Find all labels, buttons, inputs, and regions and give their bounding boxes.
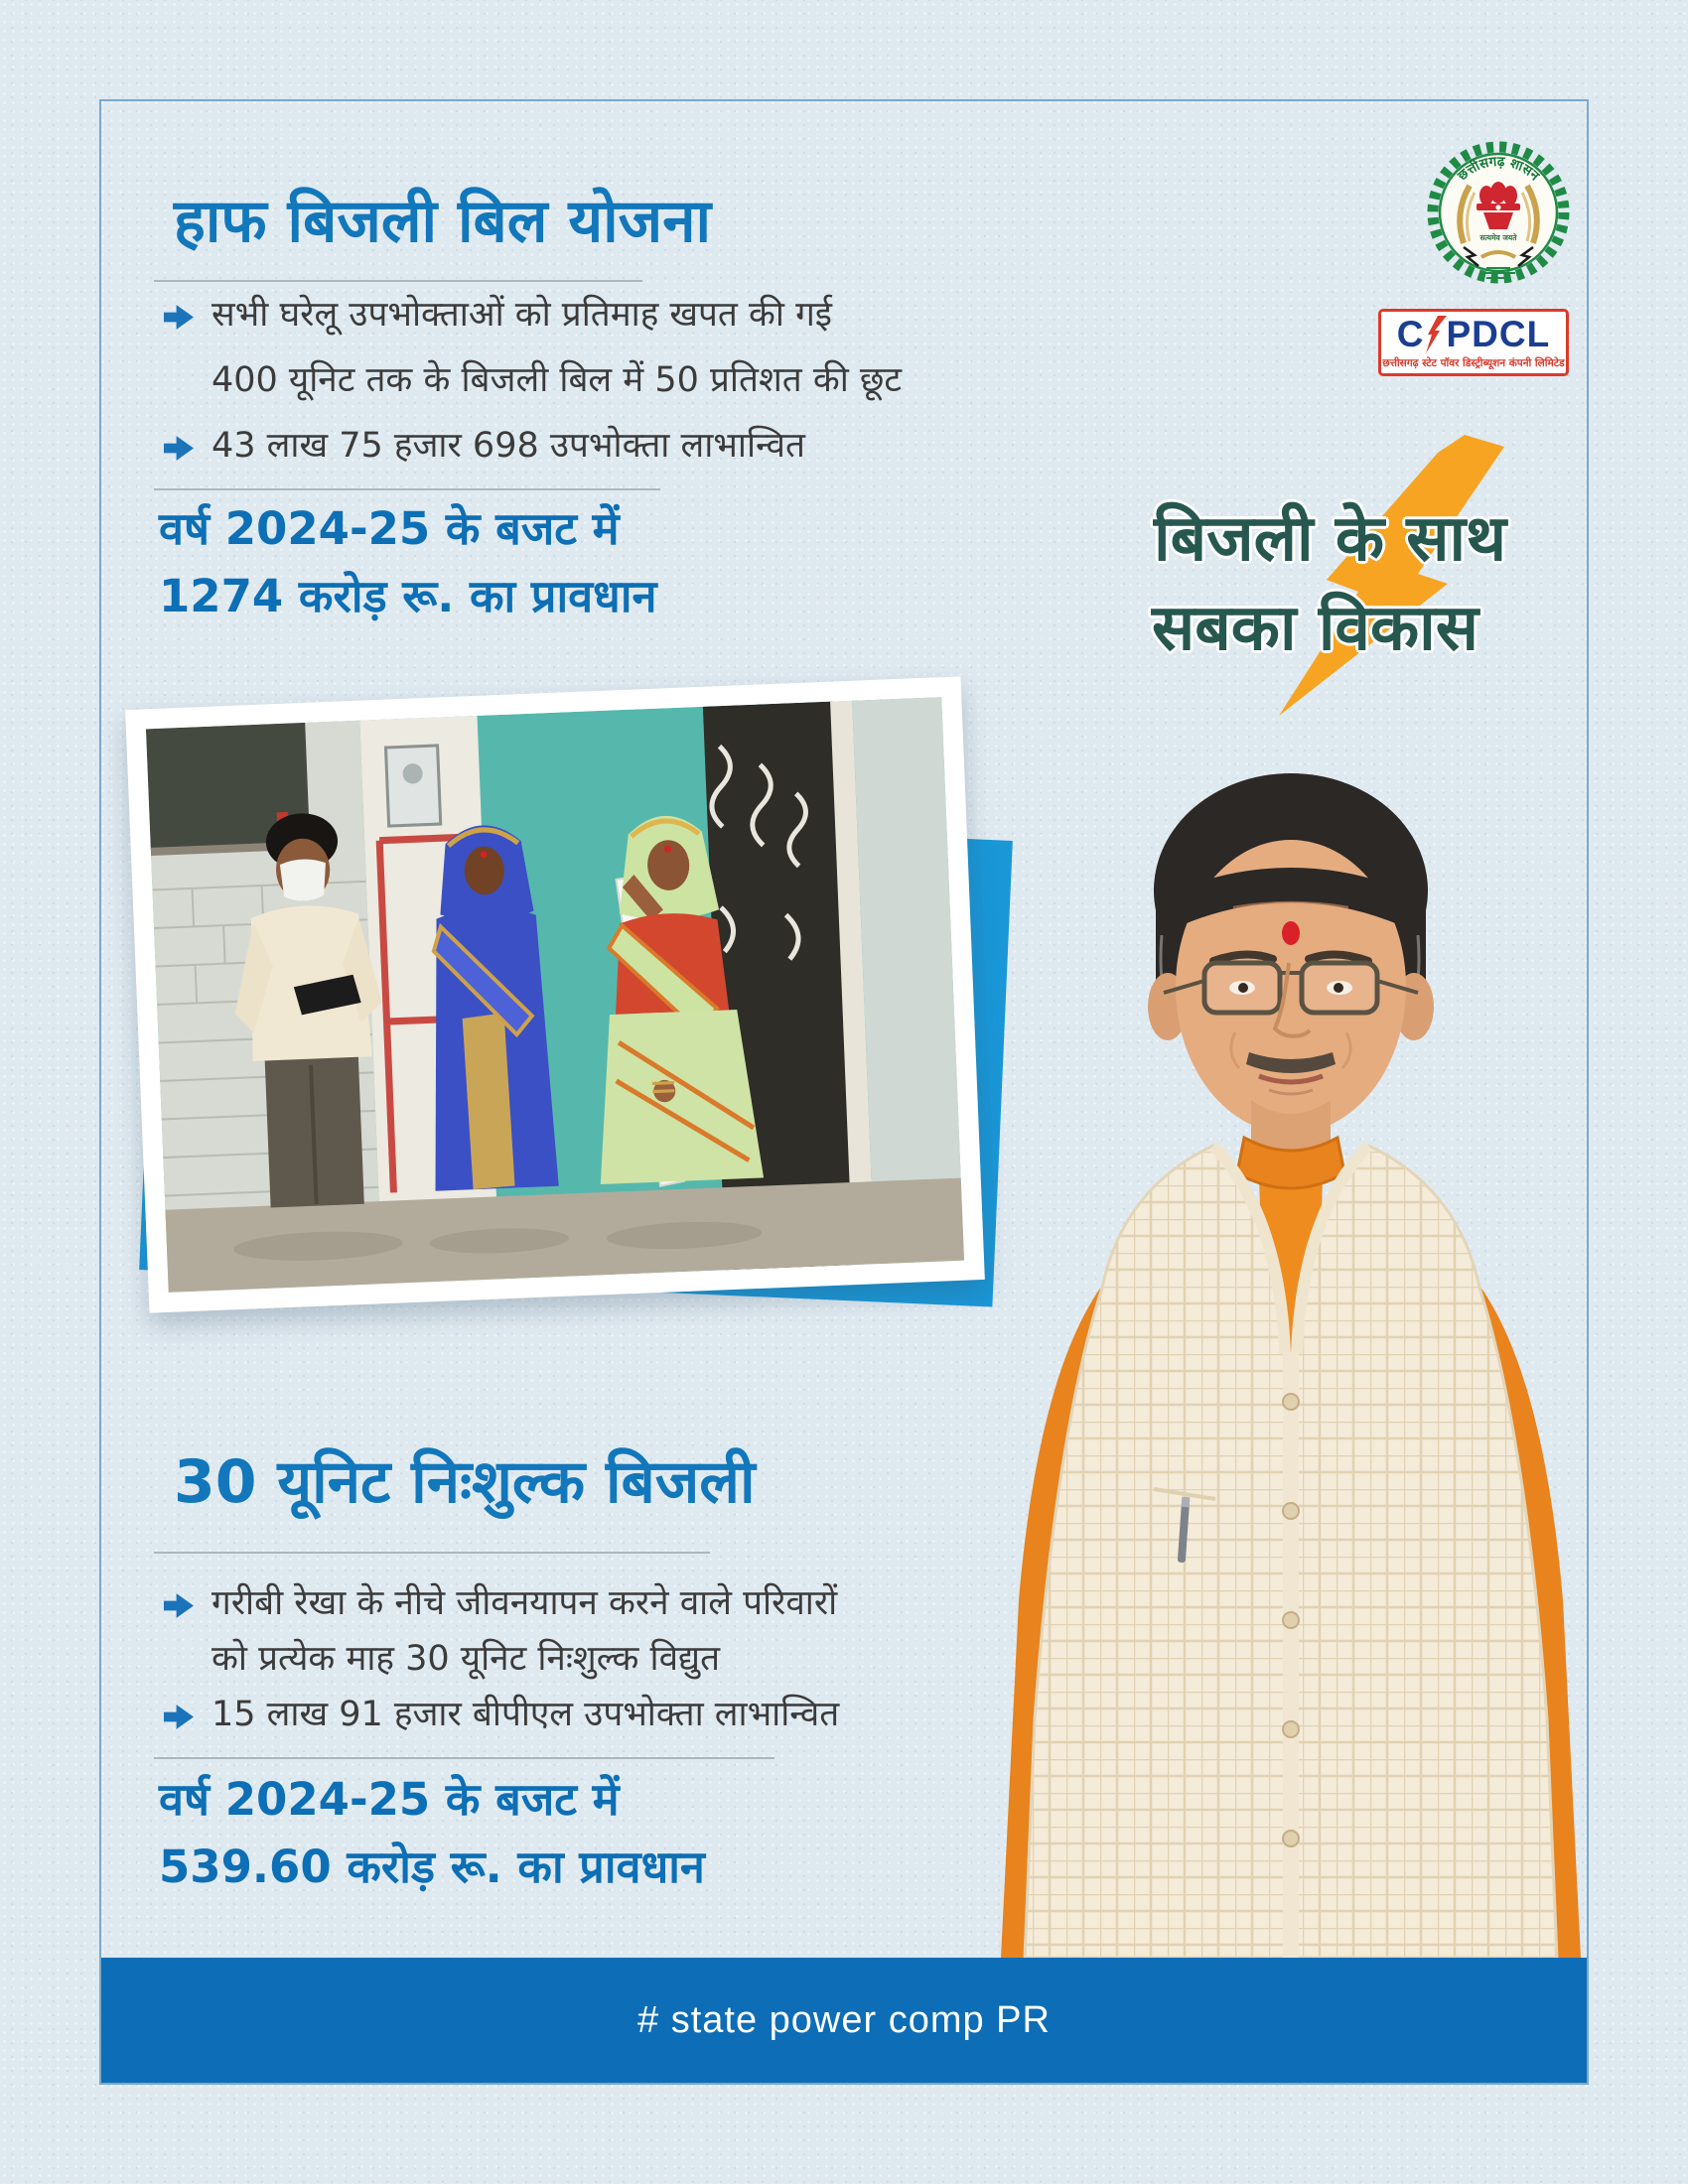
scheme2-bullet-1-line2: को प्रत्येक माह 30 यूनिट निःशुल्क विद्युत: [211, 1639, 721, 1679]
bindi-mark: [1282, 921, 1300, 945]
scheme1-bullet-2: [164, 425, 805, 467]
footer-bar: [99, 1958, 1589, 2083]
field-photo: [125, 676, 985, 1312]
scheme1-budget-line1: वर्ष 2024-25 के बजट में: [159, 502, 620, 555]
bullet-arrow-icon: [164, 1704, 194, 1730]
scheme2-title-underline: [154, 1552, 710, 1554]
scheme1-budget-line2: 1274 करोड़ रू. का प्रावधान: [159, 570, 657, 622]
field-photo-scene: [146, 697, 964, 1293]
scheme1-bullet-1-cont: [164, 359, 902, 401]
scheme1-bullet-2-line1: 43 लाख 75 हजार 698 उपभोक्ता लाभान्वित: [211, 426, 805, 466]
bullet-arrow-icon: [164, 1592, 194, 1619]
government-emblem: [1424, 135, 1573, 290]
cspdcl-bolt-icon: [1425, 316, 1447, 353]
scheme2-bullet-2-line1: 15 लाख 91 हजार बीपीएल उपभोक्ता लाभान्वित: [211, 1695, 840, 1734]
slogan-line1: बिजली के साथ: [1154, 502, 1507, 576]
scheme2-budget-line1: वर्ष 2024-25 के बजट में: [159, 1773, 620, 1826]
scheme1-title-underline: [154, 280, 642, 282]
lightning-bolt-icon: [1182, 435, 1509, 723]
emblem-state-text: छत्तीसगढ़ शासन: [1454, 153, 1543, 185]
scheme2-bullet-2: [164, 1694, 839, 1735]
scheme2-bullet-1-line1: गरीबी रेखा के नीचे जीवनयापन करने वाले परिवारों: [211, 1583, 838, 1623]
emblem-motto: सत्यमेव जयते: [1479, 233, 1517, 242]
scheme2-title: 30 यूनिट निःशुल्क बिजली: [174, 1447, 756, 1517]
cm-portrait: [864, 747, 1589, 1958]
cspdcl-logo: [1378, 309, 1569, 376]
hashtag-text: # state power comp PR: [637, 1998, 1051, 2041]
cspdcl-letters-pdcl: PDCL: [1446, 314, 1551, 354]
scheme1-bullet-1-line2: 400 यूनिट तक के बिजली बिल में 50 प्रतिशत की छूट: [211, 360, 903, 400]
scheme2-separator: [154, 1757, 774, 1759]
bullet-arrow-icon: [164, 304, 194, 331]
bullet-arrow-icon: [164, 435, 194, 462]
scheme1-separator: [154, 488, 660, 490]
scheme1-bullet-1: [164, 294, 832, 336]
scheme2-bullet-1-cont: [164, 1638, 720, 1680]
cspdcl-letter-c: C: [1396, 314, 1425, 354]
scheme1-title: हाफ बिजली बिल योजना: [174, 187, 712, 256]
cspdcl-tagline: छत्तीसगढ़ स्टेट पॉवर डिस्ट्रीब्यूशन कंपनी लिमिटेड: [1382, 356, 1565, 369]
scheme2-budget-line2: 539.60 करोड़ रू. का प्रावधान: [159, 1841, 705, 1893]
scheme1-bullet-1-line1: सभी घरेलू उपभोक्ताओं को प्रतिमाह खपत की गई: [211, 295, 832, 335]
scheme2-bullet-1: [164, 1582, 837, 1624]
slogan-line2: सबका विकास: [1152, 592, 1478, 665]
